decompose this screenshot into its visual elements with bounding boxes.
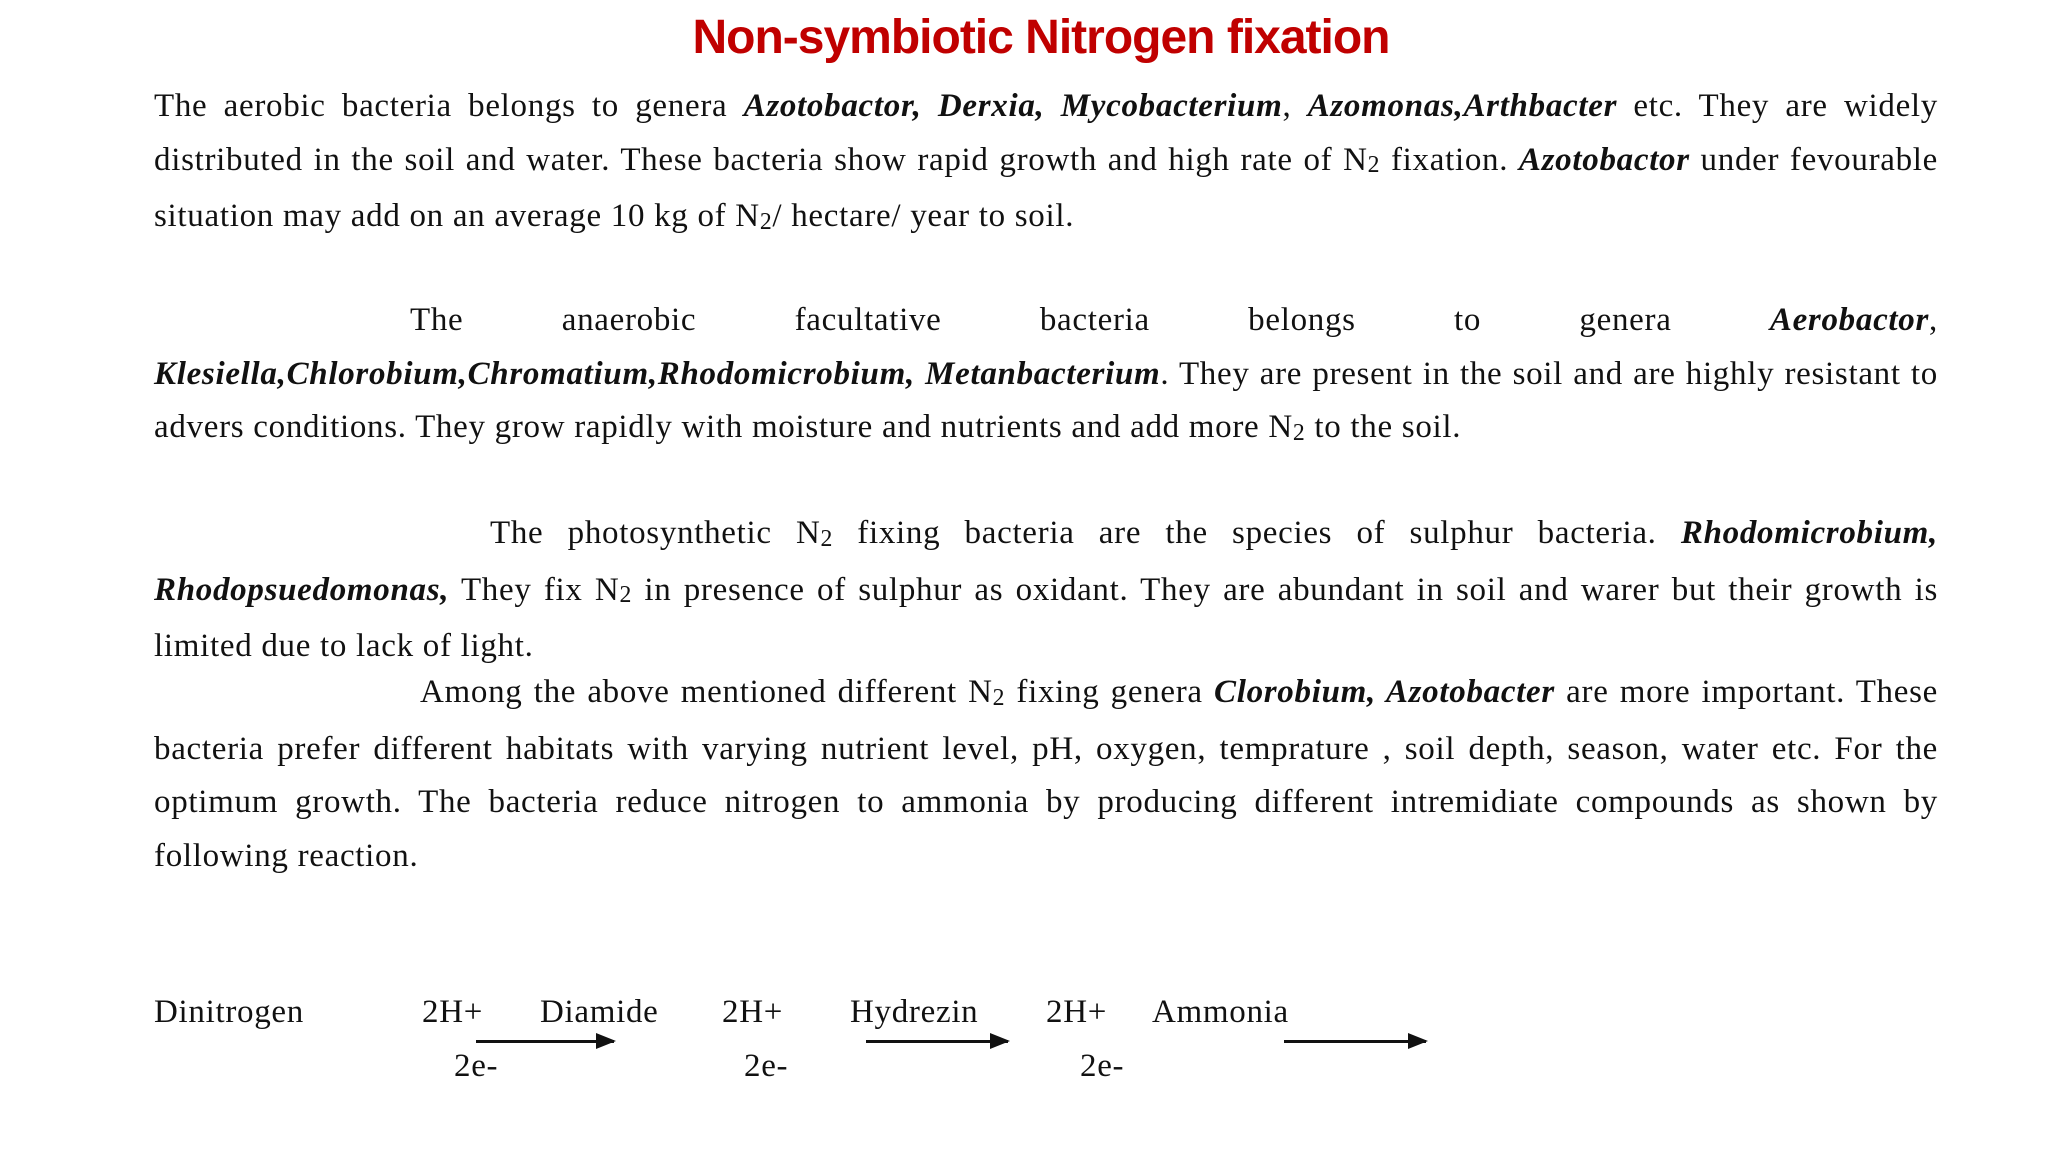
- text-run: in presence of sulphur as oxidant. They are abundant in soil and warer but their growth is limited due to lack of light.: [154, 571, 1938, 664]
- genus-names: Azotobactor, Derxia, Mycobacterium: [743, 88, 1283, 124]
- genus-names: Clorobium, Azotobacter: [1213, 674, 1555, 710]
- text-run: Among the above mentioned different N: [420, 674, 993, 710]
- subscript: 2: [1292, 419, 1306, 446]
- paragraph-photosynthetic: [154, 507, 1938, 674]
- reagent-2e-minus: 2e-: [744, 1048, 789, 1084]
- arrow-icon: [1284, 1040, 1426, 1043]
- paragraph-anaerobic: [154, 294, 1938, 458]
- genus-names: Klesiella,Chlorobium,Chromatium,Rhodomicrobium, Metanbacterium: [154, 355, 1161, 392]
- text-run: / hectare/ year to soil.: [772, 198, 1075, 234]
- genus-names: Aerobactor: [1769, 302, 1930, 338]
- reagent-2h-plus: 2H+: [422, 994, 484, 1030]
- paragraph-aerobic: [154, 80, 1938, 247]
- reagent-2h-plus: 2H+: [1046, 994, 1108, 1030]
- subscript: 2: [992, 684, 1006, 711]
- text-run: fixation.: [1380, 141, 1519, 178]
- text-run: The aerobic bacteria belongs to genera: [154, 88, 744, 124]
- subscript: 2: [820, 525, 834, 552]
- subscript: 2: [1367, 152, 1381, 179]
- arrow-icon: [866, 1040, 1008, 1043]
- intermediate-hydrezin: Hydrezin: [850, 994, 979, 1030]
- text-run: are more important. These bacteria prefer different habitats with varying nutrient level, pH, oxygen, temprature , soil depth, season, water etc. For the optimum growth. The bacteria reduce nitrogen to ammonia by producing different intremidiate compounds as shown by following reaction.: [154, 674, 1938, 874]
- reagent-2e-minus: 2e-: [454, 1048, 499, 1084]
- reagent-2h-plus: 2H+: [722, 994, 784, 1030]
- text-run: ,: [1929, 302, 1938, 338]
- subscript: 2: [619, 582, 633, 609]
- genus-names: Rhodomicrobium, Rhodopsuedomonas,: [154, 515, 1938, 608]
- text-run: The anaerobic facultative bacteria belongs to genera: [410, 302, 1770, 338]
- text-run: . They are present in the soil and are highly resistant to advers conditions. They grow rapidly with moisture and nutrients and add more N: [154, 355, 1938, 445]
- text-run: fixing bacteria are the species of sulphur bacteria.: [833, 515, 1681, 551]
- genus-names: Azotobactor: [1518, 141, 1690, 178]
- paragraph-important-genera: [154, 666, 1938, 883]
- text-run: under fevourable situation may add on an average 10 kg of N: [154, 141, 1939, 234]
- text-run: etc. They are widely distributed in the soil and water. These bacteria show rapid growth and high rate of N: [154, 88, 1938, 178]
- intermediate-diamide: Diamide: [540, 994, 659, 1030]
- page-title: Non-symbiotic Nitrogen fixation: [692, 11, 1390, 64]
- text-run: fixing genera: [1005, 674, 1214, 710]
- subscript: 2: [759, 208, 773, 235]
- text-run: The photosynthetic N: [490, 515, 821, 551]
- text-run: They fix N: [449, 571, 620, 608]
- text-run: ,: [1282, 88, 1308, 124]
- reactant-dinitrogen: Dinitrogen: [154, 994, 304, 1030]
- text-run: to the soil.: [1305, 409, 1462, 445]
- reagent-2e-minus: 2e-: [1080, 1048, 1125, 1084]
- product-ammonia: Ammonia: [1152, 994, 1289, 1030]
- genus-names: Azomonas,Arthbacter: [1307, 88, 1618, 124]
- arrow-icon: [476, 1040, 614, 1043]
